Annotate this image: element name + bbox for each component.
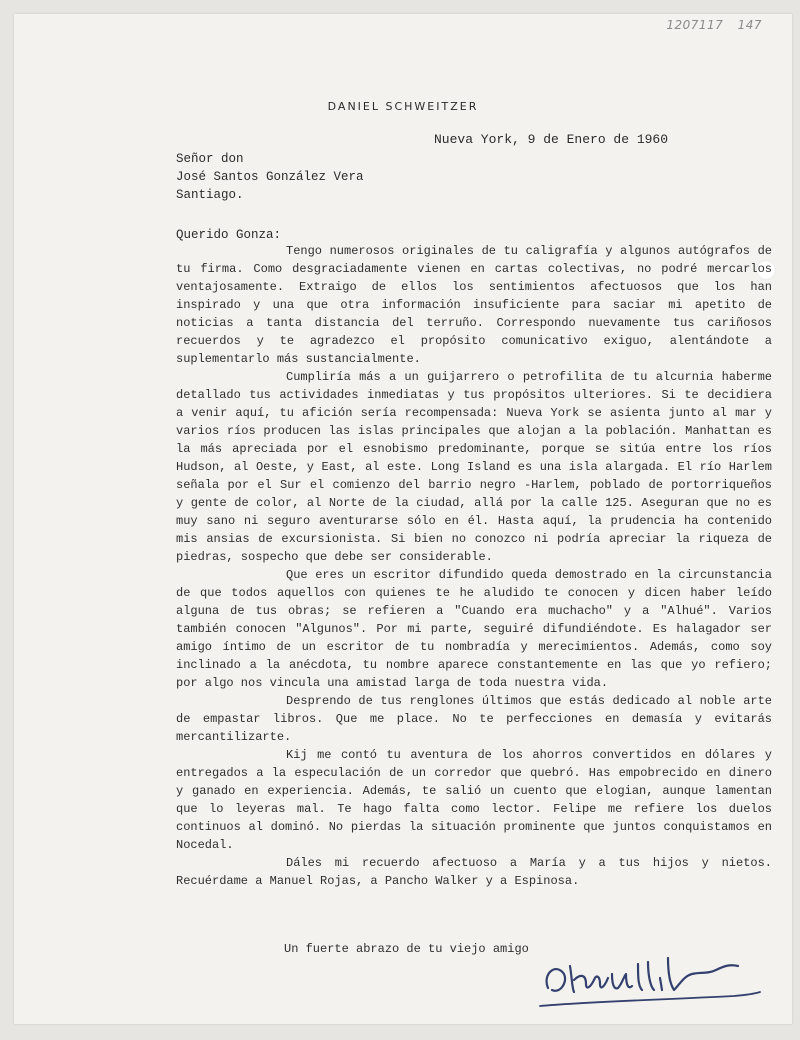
addressee-line: Señor don [176,152,244,166]
body-paragraph: Kij me contó tu aventura de los ahorros convertidos en dólares y entregados a la especulación de un corredor que quebró. Has empobrecido en dinero y ganado en experiencia. Además, te salió un cuento que elogian, aunque lamentan que lo leyeras mal. Te hago falta como lector. Felipe me refiere los duelos continuos al dominó. No pierdas la situación prominente que juntos conquistamos en Nocedal. [176,748,772,852]
body-paragraph: Tengo numerosos originales de tu caligrafía y algunos autógrafos de tu firma. Como desgraciadamente vienen en cartas colectivas, no podré mercarlos ventajosamente. Extraigo de ellos los sentimientos afectuosos que los han inspirado y una que otra información insuficiente para saciar mi apetito de noticias a tanta distancia del terruño. Correspondo nuevamente tus cariñosos recuerdos y te agradezco el propósito comunicativo exiguo, alentándote a suplementarlo más sustancialmente. [176,244,772,366]
archive-note [656,18,762,32]
body-paragraph: Que eres un escritor difundido queda demostrado en la circunstancia de que todos aquellos con quienes te he aludido te conocen y dicen haber leído alguna de tus obras; se refieren a "Cuando era muchacho" y a "Alhué". Varios también conocen "Algunos". Por mi parte, seguiré difundiéndote. Es halagador ser amigo íntimo de un escritor de tu nombradía y merecimientos. Además, como soy inclinado a la anécdota, tu nombre aparece constantemente en las que yo refiero; por algo nos vincula una amistad larga de toda nuestra vida. [176,568,772,690]
letter-body [176,242,772,890]
addressee-block [176,150,364,204]
archive-folio: 147 [737,18,762,32]
salutation: Querido Gonza: [176,228,282,242]
body-paragraph: Dáles mi recuerdo afectuoso a María y a tus hijos y nietos. Recuérdame a Manuel Rojas, a Pancho Walker y a Espinosa. [176,856,772,888]
body-paragraph: Desprendo de tus renglones últimos que estás dedicado al noble arte de empastar libros. Que me place. No te perfecciones en demasía y evitarás mercantilizarte. [176,694,772,744]
place-date: Nueva York, 9 de Enero de 1960 [434,132,669,147]
body-paragraph: Cumpliría más a un guijarrero o petrofilita de tu alcurnia haberme detallado tus actividades inmediatas y tus propósitos ulteriores. Si te decidiera a venir aquí, tu afición sería recompensada: Nueva York se asienta junto al mar y varios ríos producen las islas principales que alojan a la población. Manhattan es la más apreciada por el esnobismo predominante, porque se sitúa entre los ríos Hudson, al Oeste, y East, al este. Long Island es una isla alargada. El río Harlem señala por el Sur el comienzo del barrio negro -Harlem, poblado de portorriqueños y gente de color, al Norte de la ciudad, allá por la calle 125. Aseguran que no es muy sano ni seguro aventurarse sólo en él. Hasta aquí, la prudencia ha contenido mis ansias de excursionista. Si bien no conozco ni podría apreciar la riqueza de piedras, sospecho que debe ser considerable. [176,370,772,564]
addressee-line: Santiago. [176,188,244,202]
archive-number: 1207117 [666,18,724,32]
letterhead: DANIEL SCHWEITZER [327,100,479,113]
signature-image [534,944,764,1014]
closing-line: Un fuerte abrazo de tu viejo amigo [284,942,529,956]
addressee-line: José Santos González Vera [176,170,364,184]
letter-page [14,14,792,1024]
